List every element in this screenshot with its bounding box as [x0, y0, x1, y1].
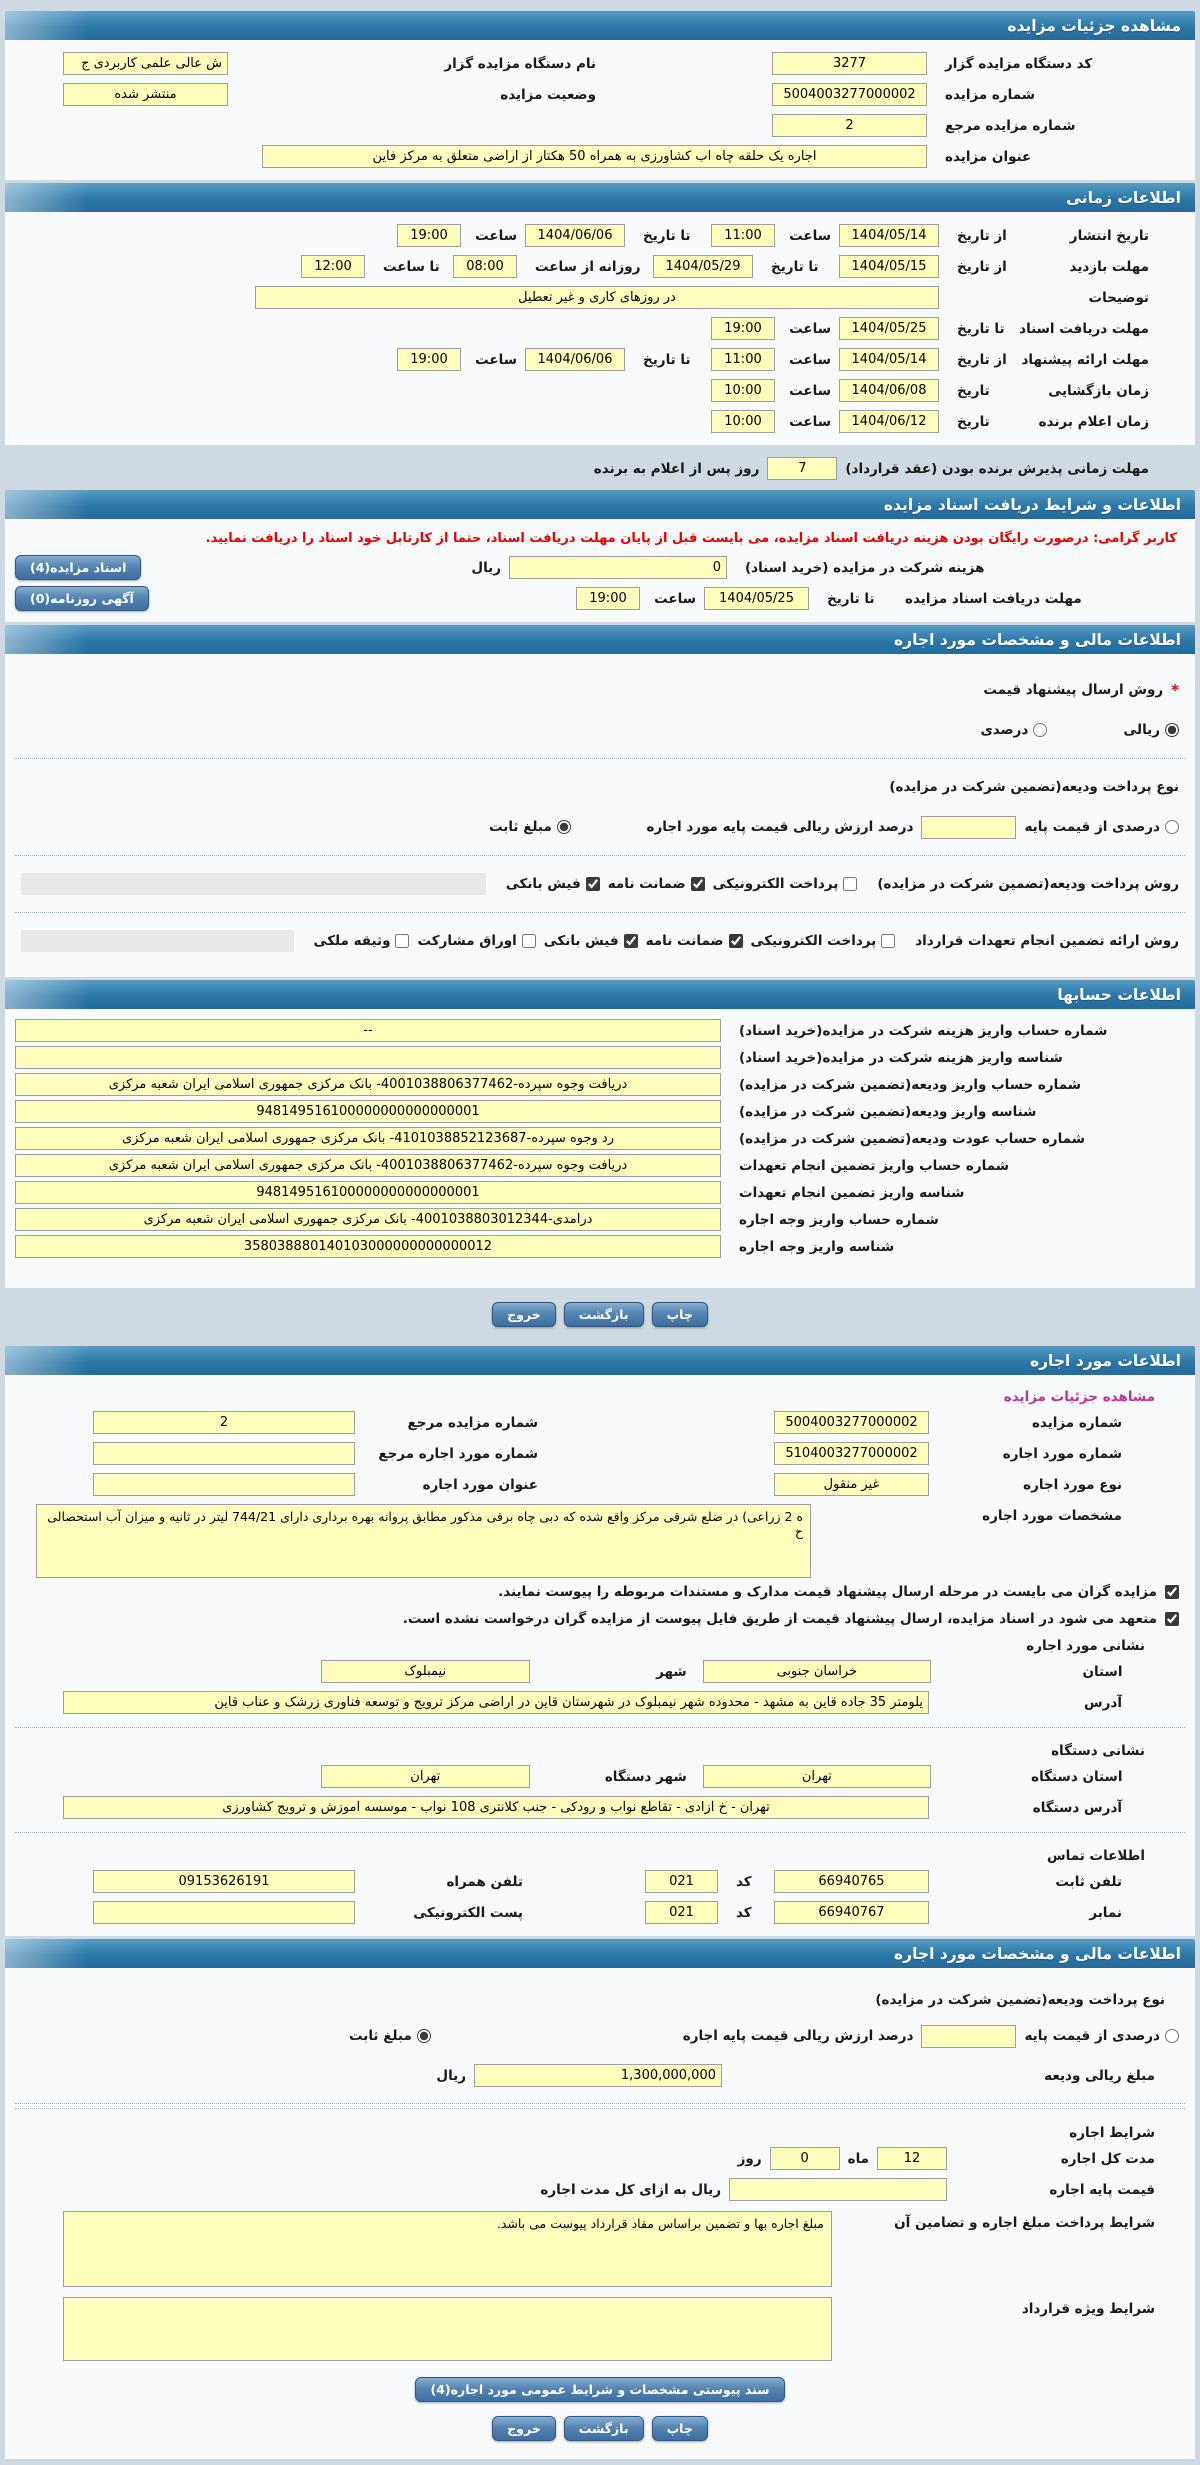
- documents-deadline-row: [15, 583, 1185, 614]
- visit-daily-from-label: روزانه از ساعت: [535, 258, 641, 275]
- rental-city-label: شهر: [656, 1663, 687, 1680]
- offer-from-hour-label: ساعت: [789, 351, 831, 368]
- deposit-amount-label: مبلغ ریالی ودیعه: [1044, 2067, 1155, 2084]
- obligation-bank-slip-option[interactable]: [544, 933, 638, 949]
- fax-code-label: کد: [736, 1904, 752, 1921]
- percent-option[interactable]: [980, 722, 1047, 738]
- account-row-input[interactable]: [15, 1181, 721, 1204]
- percent-radio[interactable]: [1033, 723, 1047, 737]
- obligation-bonds-checkbox[interactable]: [522, 934, 536, 948]
- participation-fee-label: هزینه شرکت در مزایده (خرید اسناد): [745, 559, 985, 576]
- rial-option-label: ریالی: [1123, 722, 1160, 738]
- account-row-label: شناسه واریز تضمین انجام تعهدات: [739, 1184, 965, 1201]
- visit-from-date-input[interactable]: [839, 255, 939, 278]
- base-percent-radio-2[interactable]: [1165, 2029, 1179, 2043]
- special-terms-textarea[interactable]: [63, 2297, 832, 2361]
- timing-notes-input[interactable]: [255, 286, 939, 309]
- publish-from-hour-label: ساعت: [789, 227, 831, 244]
- no-file-request-note: متعهد می شود در اسناد مزایده، ارسال پیشنهاد قیمت از طریق فایل پیوست از مزایده گران درخواست نشده است.: [402, 1610, 1157, 1627]
- visit-daily-from-input[interactable]: [453, 255, 517, 278]
- section-title-timing: اطلاعات زمانی: [1066, 188, 1181, 207]
- deposit-guarantee-label: ضمانت نامه: [607, 876, 686, 892]
- price-method-options: [21, 718, 1179, 742]
- section-header-financial-2: [5, 1939, 1195, 1968]
- timing-notes-label: توضیحات: [1088, 289, 1149, 306]
- fixed-amount-option[interactable]: [489, 819, 571, 835]
- rental-auction-ref-label: شماره مزایده مرجع: [407, 1414, 538, 1431]
- section-header-auction-details: [5, 11, 1195, 40]
- section-title-documents: اطلاعات و شرایط دریافت اسناد مزایده: [883, 495, 1181, 514]
- section-title-financial-2: اطلاعات مالی و مشخصات مورد اجاره: [894, 1944, 1181, 1963]
- disabled-area: [21, 873, 486, 895]
- rental-auction-number-row: [15, 1407, 1185, 1438]
- price-method-line: [21, 678, 1179, 702]
- fixed-amount-radio[interactable]: [557, 820, 571, 834]
- base-price-label: قیمت پایه اجاره: [1049, 2181, 1155, 2198]
- rental-auction-number-label: شماره مزایده: [1031, 1414, 1122, 1431]
- fixed-amount-radio-2[interactable]: [417, 2029, 431, 2043]
- deposit-guarantee-option[interactable]: [608, 876, 705, 892]
- attachment-required-note: مزایده گران می بایست در مرحله ارسال پیشنهاد قیمت مدارک و مستندات مربوطه را پیوست نمایند.: [498, 1583, 1157, 1600]
- deposit-type-line: [21, 775, 1179, 799]
- account-row-input[interactable]: [15, 1208, 721, 1231]
- winner-date-label: تاریخ: [957, 413, 990, 430]
- financial-panel-1: [5, 654, 1195, 977]
- rental-province-row: [15, 1656, 1185, 1687]
- documents-panel: [5, 519, 1195, 622]
- print-button-bottom[interactable]: چاپ: [652, 2416, 708, 2441]
- account-row-input[interactable]: [15, 1046, 721, 1069]
- dotted-divider: [15, 855, 1185, 856]
- rental-item-number-row: [15, 1438, 1185, 1469]
- obligation-method-line: [21, 929, 1179, 953]
- rental-province-label: استان: [1082, 1663, 1123, 1680]
- phone-row: [15, 1866, 1185, 1897]
- rental-type-input[interactable]: [774, 1473, 929, 1496]
- section-title-financial-1: اطلاعات مالی و مشخصات مورد اجاره: [894, 630, 1181, 649]
- deposit-type-options: [21, 815, 1179, 839]
- account-row-input[interactable]: [15, 1019, 721, 1042]
- accounts-panel: [5, 1009, 1195, 1288]
- visit-group-label: مهلت بازدید: [1069, 258, 1149, 275]
- org-province-input[interactable]: [703, 1765, 931, 1788]
- auction-number-label: شماره مزایده: [945, 86, 1036, 103]
- account-row-label: شماره حساب واریز تضمین انجام تعهدات: [739, 1157, 1010, 1174]
- account-row: [15, 1233, 1185, 1260]
- duration-days-input[interactable]: [770, 2147, 840, 2170]
- participation-fee-row: [15, 552, 1185, 583]
- base-price-suffix-label: ریال به ازای کل مدت اجاره: [540, 2181, 721, 2198]
- offer-from-label: از تاریخ: [957, 351, 1007, 368]
- publish-from-date-input[interactable]: [839, 224, 939, 247]
- publish-to-hour-label: ساعت: [475, 227, 517, 244]
- auction-number-row: [15, 79, 1185, 110]
- obligation-collateral-option[interactable]: [314, 933, 410, 949]
- obligation-collateral-checkbox[interactable]: [395, 934, 409, 948]
- section-header-rental-item: [5, 1346, 1195, 1375]
- publish-from-hour-input[interactable]: [711, 224, 775, 247]
- account-row-input[interactable]: [15, 1073, 721, 1096]
- rial-option[interactable]: [1123, 722, 1179, 738]
- deposit-type-label: نوع پرداخت ودیعه(تضمین شرکت در مزایده): [889, 779, 1179, 795]
- publish-to-date-input[interactable]: [525, 224, 625, 247]
- rental-specs-row: [15, 1504, 1185, 1578]
- opening-hour-input[interactable]: [711, 379, 775, 402]
- auction-status-label: وضعیت مزایده: [500, 86, 596, 103]
- dotted-divider: [15, 1832, 1185, 1833]
- fax-input[interactable]: [774, 1901, 929, 1924]
- opening-group-label: زمان بازگشایی: [1048, 382, 1149, 399]
- base-price-row: [15, 2174, 1185, 2205]
- rental-item-number-input[interactable]: [774, 1442, 929, 1465]
- documents-hour-label: ساعت: [654, 590, 696, 607]
- attachment-document-button[interactable]: سند پیوستی مشخصات و شرایط عمومی مورد اجاره(4): [415, 2377, 784, 2402]
- offer-from-date-input[interactable]: [839, 348, 939, 371]
- section-title-accounts: اطلاعات حسابها: [1057, 985, 1181, 1004]
- obligation-collateral-label: وثیقه ملکی: [313, 933, 391, 949]
- deposit-type-label-2: نوع پرداخت ودیعه(تضمین شرکت در مزایده): [875, 1992, 1165, 2008]
- winner-hour-input[interactable]: [711, 410, 775, 433]
- base-price-input[interactable]: [729, 2178, 947, 2201]
- dotted-divider: [15, 2108, 1185, 2109]
- rental-title-label: عنوان مورد اجاره: [422, 1476, 538, 1493]
- phone-input[interactable]: [774, 1870, 929, 1893]
- newspaper-ad-button[interactable]: آگهی روزنامه(0): [15, 586, 149, 611]
- account-row-label: شناسه واریز ودیعه(تضمین شرکت در مزایده): [739, 1103, 1037, 1120]
- deposit-electronic-option[interactable]: [713, 876, 858, 892]
- price-method-label: روش ارسال پیشنهاد قیمت: [983, 682, 1164, 698]
- rental-specs-label: مشخصات مورد اجاره: [982, 1508, 1122, 1524]
- deposit-unit-label: ریال: [436, 2067, 466, 2084]
- base-percent-option-label-2: درصدی از قیمت پایه: [1024, 2028, 1160, 2044]
- account-row-label: شناسه واریز هزینه شرکت در مزایده(خرید اسناد): [739, 1049, 1063, 1066]
- deposit-pay-method-label: روش پرداخت ودیعه(تضمین شرکت در مزایده): [877, 876, 1179, 892]
- offer-to-label: تا تاریخ: [643, 351, 691, 368]
- financial-panel-2: [5, 1968, 1195, 2459]
- winner-announce-row: [15, 406, 1185, 437]
- publish-date-row: [15, 220, 1185, 251]
- obligation-guarantee-checkbox[interactable]: [729, 934, 743, 948]
- account-row: [15, 1125, 1185, 1152]
- docs-deadline-to-label: تا تاریخ: [957, 320, 1005, 337]
- base-percent-suffix-label: درصد ارزش ریالی قیمت پایه مورد اجاره: [646, 819, 914, 835]
- obligation-bank-slip-checkbox[interactable]: [624, 934, 638, 948]
- mobile-input[interactable]: [93, 1870, 355, 1893]
- base-percent-option-label: درصدی از قیمت پایه: [1024, 819, 1160, 835]
- payment-terms-label: شرایط پرداخت مبلغ اجاره و تضامین آن: [894, 2215, 1155, 2231]
- obligation-electronic-label: پرداخت الکترونیکی: [750, 933, 877, 949]
- disabled-area: [21, 930, 294, 952]
- docs-deadline-hour-label: ساعت: [789, 320, 831, 337]
- special-terms-row: [15, 2297, 1185, 2361]
- rental-address-input[interactable]: [63, 1691, 929, 1714]
- rental-duration-label: مدت کل اجاره: [1060, 2150, 1155, 2167]
- no-file-request-note-row: [15, 1605, 1185, 1632]
- attachment-required-note-row: [15, 1578, 1185, 1605]
- account-row-label: شماره حساب واریز وجه اجاره: [739, 1211, 939, 1228]
- acceptance-days-input[interactable]: [767, 457, 837, 480]
- fax-row: [15, 1897, 1185, 1928]
- auction-ref-row: [15, 110, 1185, 141]
- percent-option-label: درصدی: [980, 722, 1029, 738]
- back-button[interactable]: بازگشت: [564, 1302, 644, 1327]
- documents-warning-text: کاربر گرامی: درصورت رایگان بودن هزینه دریافت اسناد مزایده، می بایست قبل از پایان مهلت دریافت اسناد، حتما از کارتابل خود اسناد را دریافت نمایید.: [205, 531, 1177, 546]
- offer-from-hour-input[interactable]: [711, 348, 775, 371]
- deposit-electronic-label: پرداخت الکترونیکی: [712, 876, 839, 892]
- auction-status-input[interactable]: [63, 83, 228, 106]
- account-row: [15, 1044, 1185, 1071]
- base-percent-option-2[interactable]: [1024, 2028, 1179, 2044]
- org-province-row: [15, 1761, 1185, 1792]
- winner-group-label: زمان اعلام برنده: [1038, 413, 1149, 430]
- account-row-label: شماره حساب واریز ودیعه(تضمین شرکت در مزایده): [739, 1076, 1082, 1093]
- deposit-bank-slip-option[interactable]: [506, 876, 600, 892]
- phone-code-label: کد: [736, 1873, 752, 1890]
- dotted-divider: [15, 912, 1185, 913]
- section-header-timing: [5, 183, 1195, 212]
- fixed-amount-option-label-2: مبلغ ثابت: [349, 2028, 412, 2044]
- offer-to-date-input[interactable]: [525, 348, 625, 371]
- contact-group-label: اطلاعات تماس: [1047, 1848, 1145, 1864]
- org-address-input[interactable]: [63, 1796, 929, 1819]
- base-percent-suffix-label-2: درصد ارزش ریالی قیمت پایه اجاره: [682, 2028, 914, 2044]
- mobile-label: تلفن همراه: [446, 1873, 523, 1890]
- account-row: [15, 1098, 1185, 1125]
- base-percent-radio[interactable]: [1165, 820, 1179, 834]
- rental-address-label: آدرس: [1084, 1694, 1122, 1711]
- opening-hour-label: ساعت: [789, 382, 831, 399]
- payment-terms-textarea[interactable]: [63, 2211, 832, 2287]
- auction-details-panel: [5, 40, 1195, 180]
- account-row-input[interactable]: [15, 1235, 721, 1258]
- documents-until-label: تا تاریخ: [827, 590, 875, 607]
- rental-auction-number-input[interactable]: [774, 1411, 929, 1434]
- docs-deadline-date-input[interactable]: [839, 317, 939, 340]
- auction-detail-page: [5, 0, 1195, 2465]
- org-city-input[interactable]: [321, 1765, 530, 1788]
- base-percent-option[interactable]: [1024, 819, 1179, 835]
- section-title-rental-item: اطلاعات مورد اجاره: [1029, 1351, 1181, 1370]
- publish-to-hour-input[interactable]: [397, 224, 461, 247]
- exit-button-bottom[interactable]: خروج: [492, 2416, 556, 2441]
- dotted-divider: [15, 758, 1185, 759]
- offer-to-hour-label: ساعت: [475, 351, 517, 368]
- dotted-divider: [15, 1727, 1185, 1728]
- email-input[interactable]: [93, 1901, 355, 1924]
- acceptance-label: مهلت زمانی پذیرش برنده بودن (عقد قرارداد): [845, 460, 1149, 477]
- account-row: [15, 1179, 1185, 1206]
- phone-label: تلفن ثابت: [1055, 1873, 1122, 1890]
- deposit-bank-slip-label: فیش بانکی: [505, 876, 581, 892]
- documents-hour-input[interactable]: [576, 587, 640, 610]
- obligation-bonds-option[interactable]: [417, 933, 535, 949]
- deposit-amount-row: [15, 2060, 1185, 2091]
- account-row: [15, 1017, 1185, 1044]
- opening-date-label: تاریخ: [957, 382, 990, 399]
- docs-deadline-row: [15, 313, 1185, 344]
- rental-province-input[interactable]: [703, 1660, 931, 1683]
- offer-group-label: مهلت ارائه پیشنهاد: [1021, 351, 1149, 368]
- visit-daily-to-input[interactable]: [301, 255, 365, 278]
- bottom-action-buttons: [15, 2406, 1185, 2445]
- visit-daily-to-label: تا ساعت: [383, 258, 440, 275]
- section-header-documents: [5, 490, 1195, 519]
- deposit-amount-input[interactable]: [474, 2064, 722, 2087]
- deposit-type-options-2: [21, 2024, 1179, 2048]
- timing-notes-row: [15, 282, 1185, 313]
- attachment-required-checkbox[interactable]: [1165, 1585, 1179, 1599]
- deposit-pay-method-line: [21, 872, 1179, 896]
- deposit-type-line-2: [21, 1988, 1179, 2012]
- no-file-request-checkbox[interactable]: [1165, 1612, 1179, 1626]
- obligation-method-label: روش ارائه تضمین انجام تعهدات قرارداد: [915, 933, 1179, 949]
- winner-date-input[interactable]: [839, 410, 939, 433]
- documents-until-date-input[interactable]: [704, 587, 809, 610]
- rental-auction-ref-input[interactable]: [93, 1411, 355, 1434]
- obligation-bank-slip-label: فیش بانکی: [543, 933, 619, 949]
- fixed-amount-option-label: مبلغ ثابت: [489, 819, 552, 835]
- fixed-amount-option-2[interactable]: [349, 2028, 431, 2044]
- organizer-code-input[interactable]: [772, 52, 927, 75]
- docs-deadline-hour-input[interactable]: [711, 317, 775, 340]
- docs-deadline-group-label: مهلت دریافت اسناد: [1019, 320, 1149, 337]
- rental-item-ref-input[interactable]: [93, 1442, 355, 1465]
- account-row-label: شماره حساب واریز هزینه شرکت در مزایده(خرید اسناد): [739, 1022, 1108, 1039]
- org-address-row: [15, 1792, 1185, 1823]
- fax-code-input[interactable]: [645, 1901, 718, 1924]
- offer-to-hour-input[interactable]: [397, 348, 461, 371]
- winner-hour-label: ساعت: [789, 413, 831, 430]
- view-auction-details-link[interactable]: مشاهده جزئیات مزایده: [1003, 1389, 1155, 1405]
- publish-to-label: تا تاریخ: [643, 227, 691, 244]
- payment-terms-row: [15, 2211, 1185, 2287]
- exit-button[interactable]: خروج: [492, 1302, 556, 1327]
- visit-deadline-row: [15, 251, 1185, 282]
- fee-unit-label: ریال: [471, 559, 501, 576]
- account-row-label: شناسه واریز وجه اجاره: [739, 1238, 895, 1255]
- base-percent-input[interactable]: [921, 816, 1016, 839]
- organizer-name-input[interactable]: [63, 52, 228, 75]
- auction-ref-label: شماره مزایده مرجع: [945, 117, 1076, 134]
- participation-fee-input[interactable]: [509, 556, 727, 579]
- auction-title-input[interactable]: [262, 145, 927, 168]
- section-header-financial-1: [5, 625, 1195, 654]
- organizer-name-label: نام دستگاه مزایده گزار: [444, 55, 596, 72]
- account-row-label: شماره حساب عودت ودیعه(تضمین شرکت در مزایده): [739, 1130, 1085, 1147]
- required-asterisk: *: [1171, 681, 1179, 699]
- account-row: [15, 1152, 1185, 1179]
- opening-time-row: [15, 375, 1185, 406]
- deposit-bank-slip-checkbox[interactable]: [586, 877, 600, 891]
- organizer-row: [15, 48, 1185, 79]
- timing-panel: [5, 212, 1195, 445]
- obligation-bonds-label: اوراق مشارکت: [417, 933, 517, 949]
- rental-item-panel: [5, 1375, 1195, 1936]
- auction-title-label: عنوان مزایده: [945, 148, 1032, 165]
- rental-type-label: نوع مورد اجاره: [1023, 1476, 1122, 1493]
- offer-deadline-row: [15, 344, 1185, 375]
- opening-date-input[interactable]: [839, 379, 939, 402]
- rental-item-ref-label: شماره مورد اجاره مرجع: [378, 1445, 538, 1462]
- dotted-divider: [15, 2103, 1185, 2104]
- rental-city-input[interactable]: [321, 1660, 530, 1683]
- auction-ref-input[interactable]: [772, 114, 927, 137]
- account-row: [15, 1071, 1185, 1098]
- auction-number-input[interactable]: [772, 83, 927, 106]
- obligation-electronic-checkbox[interactable]: [881, 934, 895, 948]
- rental-terms-group-label: شرایط اجاره: [1069, 2125, 1155, 2141]
- visit-to-date-input[interactable]: [653, 255, 753, 278]
- duration-months-input[interactable]: [877, 2147, 947, 2170]
- org-city-label: شهر دستگاه: [604, 1768, 687, 1785]
- organizer-code-label: کد دستگاه مزایده گزار: [945, 55, 1093, 72]
- base-percent-input-2[interactable]: [921, 2025, 1016, 2048]
- print-button[interactable]: چاپ: [652, 1302, 708, 1327]
- acceptance-suffix-label: روز پس از اعلام به برنده: [593, 460, 760, 477]
- obligation-electronic-option[interactable]: [751, 933, 896, 949]
- org-province-label: استان دستگاه: [1031, 1768, 1123, 1785]
- days-unit-label: روز: [737, 2150, 762, 2167]
- winner-acceptance-row: [5, 457, 1195, 480]
- rial-radio[interactable]: [1165, 723, 1179, 737]
- rental-item-number-label: شماره مورد اجاره: [1002, 1445, 1122, 1462]
- visit-to-label: تا تاریخ: [771, 258, 819, 275]
- mid-action-buttons: [5, 1288, 1195, 1343]
- auction-title-row: [15, 141, 1185, 172]
- fax-label: نمابر: [1089, 1904, 1122, 1921]
- email-label: پست الکترونیکی: [413, 1904, 523, 1921]
- section-title-auction-details: مشاهده جزئیات مزایده: [1007, 16, 1181, 35]
- rental-specs-textarea[interactable]: [36, 1504, 811, 1578]
- section-header-accounts: [5, 980, 1195, 1009]
- rental-duration-row: [15, 2143, 1185, 2174]
- deposit-guarantee-checkbox[interactable]: [691, 877, 705, 891]
- phone-code-input[interactable]: [645, 1870, 718, 1893]
- rental-address-row: [15, 1687, 1185, 1718]
- rental-title-input[interactable]: [93, 1473, 355, 1496]
- rental-address-group-label: نشانی مورد اجاره: [1026, 1638, 1145, 1654]
- documents-deadline-label: مهلت دریافت اسناد مزایده: [905, 590, 1082, 607]
- rental-type-row: [15, 1469, 1185, 1500]
- account-row-input[interactable]: [15, 1127, 721, 1150]
- visit-from-label: از تاریخ: [957, 258, 1007, 275]
- special-terms-label: شرایط ویژه قرارداد: [1021, 2301, 1155, 2317]
- auction-documents-button[interactable]: اسناد مزایده(4): [15, 555, 141, 580]
- deposit-electronic-checkbox[interactable]: [843, 877, 857, 891]
- obligation-guarantee-label: ضمانت نامه: [645, 933, 724, 949]
- months-unit-label: ماه: [847, 2150, 869, 2167]
- org-address-label: آدرس دستگاه: [1032, 1799, 1122, 1816]
- publish-date-group-label: تاریخ انتشار: [1069, 227, 1149, 244]
- account-row: [15, 1206, 1185, 1233]
- publish-from-label: از تاریخ: [957, 227, 1007, 244]
- account-row-input[interactable]: [15, 1100, 721, 1123]
- account-row-input[interactable]: [15, 1154, 721, 1177]
- attachment-button-wrap: [15, 2377, 1185, 2402]
- org-address-group-label: نشانی دستگاه: [1051, 1743, 1145, 1759]
- back-button-bottom[interactable]: بازگشت: [564, 2416, 644, 2441]
- obligation-guarantee-option[interactable]: [646, 933, 743, 949]
